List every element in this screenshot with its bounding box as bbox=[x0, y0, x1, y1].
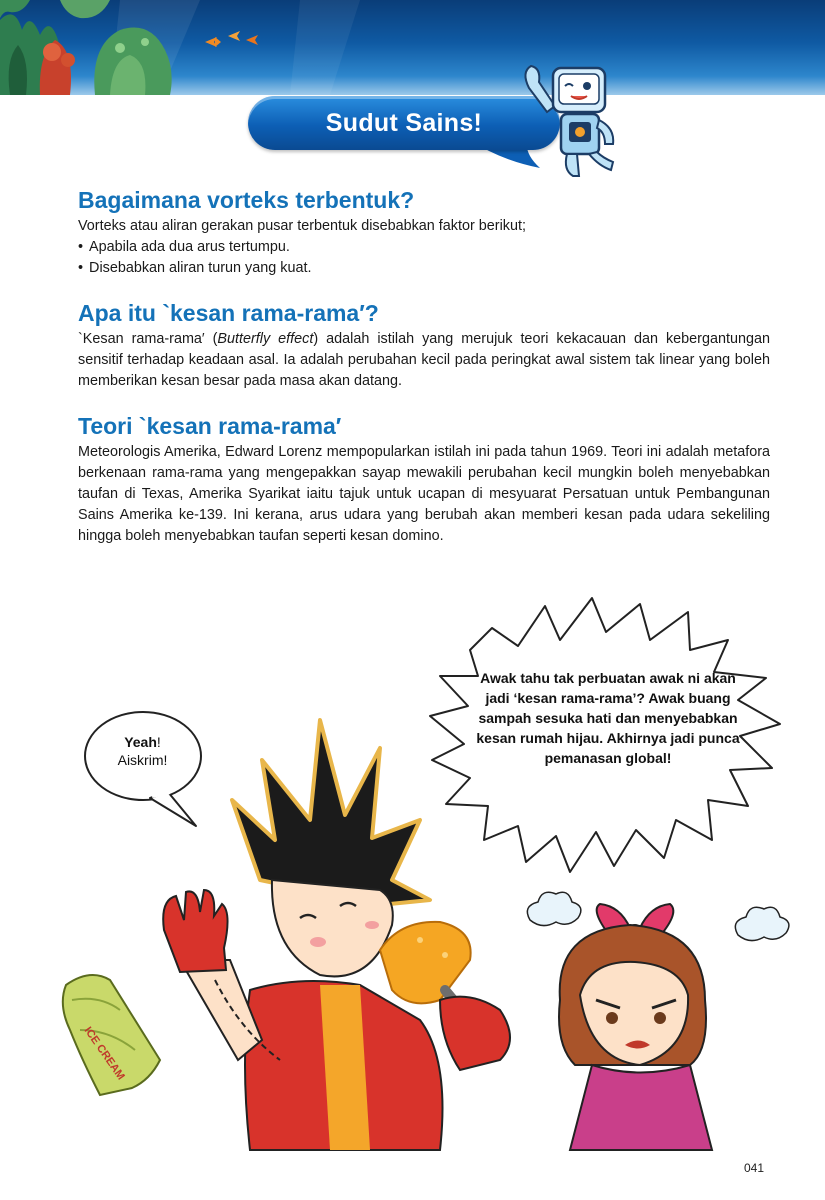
girl-character bbox=[527, 892, 789, 1150]
section-intro: Vorteks atau aliran gerakan pusar terbentuk disebabkan faktor berikut; bbox=[78, 218, 526, 234]
wrapper-label: ICE CREAM bbox=[81, 1024, 127, 1083]
section-heading: Apa itu `kesan rama-rama′? bbox=[78, 300, 379, 326]
section-body: Meteorologis Amerika, Edward Lorenz mempopularkan istilah ini pada tahun 1969. Teori ini adalah metafora berkenaan rama-rama yang mengepakkan sayap mewakili perubahan kecil mungkin boleh menyebabkan taufan di Texas, Amerika Syarikat iaitu tajuk untuk ucapan di mesyuarat Persatuan untuk Pembangunan Sains Amerika ke-139. Ini kerana, arus udara yang berubah akan memberi kesan pada udara sekeliling hingga boleh menyebabkan taufan seperti kesan domino. bbox=[78, 444, 770, 544]
body-italic-term: Butterfly effect bbox=[217, 331, 314, 347]
boy-bubble-line2: Aiskrim! bbox=[117, 752, 168, 768]
list-item: • Disebabkan aliran turun yang kuat. bbox=[78, 258, 770, 279]
boy-speech-bubble bbox=[85, 712, 201, 826]
list-item: • Apabila ada dua arus tertumpu. bbox=[78, 237, 770, 258]
body-text: `Kesan rama-rama′ ( bbox=[78, 331, 218, 347]
boy-bubble-bold: Yeah bbox=[124, 734, 157, 750]
page-number: 041 bbox=[744, 1161, 765, 1175]
body-text: ) adalah istilah yang merujuk teori kekacauan dan kebergantungan sensitif terhadap keadaan asal. Ia adalah perubahan kecil pada peringkat awal sistem tak linear yang boleh memberikan kesan besar pada masa akan datang. bbox=[78, 331, 770, 389]
section-heading: Bagaimana vorteks terbentuk? bbox=[78, 187, 415, 213]
section-heading: Teori `kesan rama-rama′ bbox=[78, 413, 342, 439]
section-title: Sudut Sains! bbox=[325, 108, 483, 137]
boy-bubble-exclaim: ! bbox=[156, 734, 161, 750]
boy-bubble-text bbox=[95, 733, 190, 769]
boy-character bbox=[163, 720, 510, 1150]
girl-bubble-text: Awak tahu tak perbuatan awak ni akan jadi ‘kesan rama-rama’? Awak buang sampah sesuka hati dan menyebabkan kesan rumah hijau. Akhirnya jadi punca pemanasan global! bbox=[476, 670, 740, 766]
ice-cream-wrapper bbox=[63, 975, 160, 1095]
